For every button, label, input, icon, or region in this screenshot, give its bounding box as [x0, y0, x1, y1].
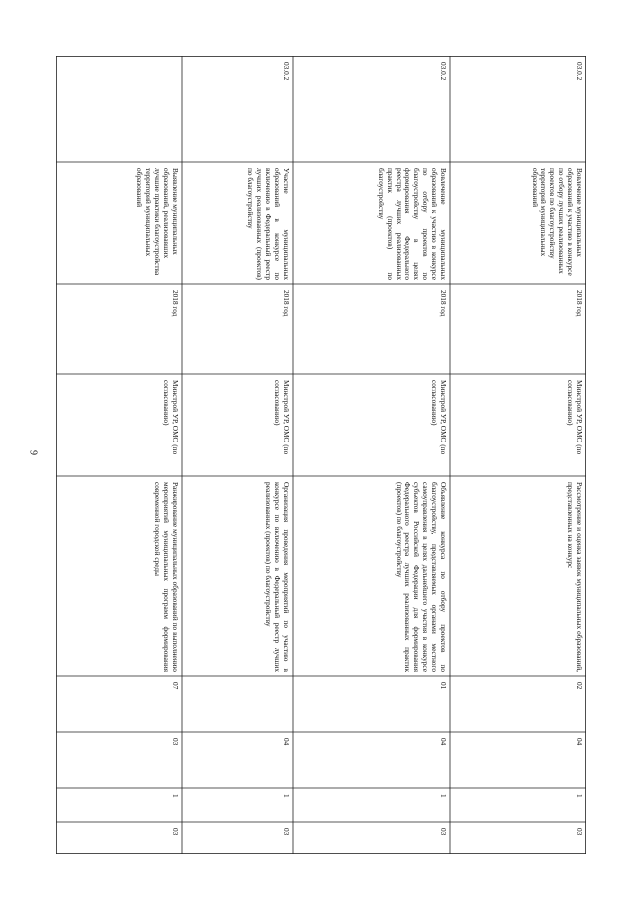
code-cell-2: 1 [171, 794, 180, 798]
executor-cell: Минстрой УР, ОМС (по согласованию) [273, 380, 291, 455]
executor-cell: Минстрой УР, ОМС (по согласованию) [162, 380, 180, 455]
code-cell-2: 1 [439, 794, 448, 798]
code-cell-3: 04 [575, 738, 584, 746]
code-cell-3: 04 [282, 738, 291, 746]
executor-cell: Минстрой УР, ОМС (по согласованию) [566, 380, 584, 455]
period-cell: 2018 год [171, 290, 180, 317]
rotated-table [56, 56, 586, 854]
code-cell-4: 02 [575, 682, 584, 690]
code-cell-2: 1 [282, 794, 291, 798]
event-cell: Организация проведения мероприятий по участию в конкурсе по включению в Федеральный реестр лучших реализованных (проектов) по благоустройству [264, 482, 291, 672]
code-cell-1: 03 [575, 828, 584, 836]
code-cell-2: 1 [575, 794, 584, 798]
code-cell-4: 07 [171, 682, 180, 690]
indicator-cell: 03.0.2 [575, 62, 584, 81]
code-cell-4: 01 [439, 682, 448, 690]
event-cell: Ранжирование муниципальных образований по выполнению мероприятий муниципальных программ формирования современной городской среды [153, 482, 180, 672]
result-cell: Вовлечение муниципальных образований к участию в конкурсе по отбору лучших реализованных проектов по благоустройству территорий муниципальных образований [530, 168, 584, 276]
period-cell: 2018 год [282, 290, 291, 317]
period-cell: 2018 год [575, 290, 584, 317]
period-cell: 2018 год [439, 290, 448, 317]
code-cell-1: 03 [282, 828, 291, 836]
indicator-cell: 03.0.2 [439, 62, 448, 81]
result-cell: Участие муниципальных образований в конкурсе по включению в Федеральный реестр лучших реализованных (проектов) по благоустройству [246, 168, 291, 280]
page-number: 9 [27, 450, 39, 455]
code-cell-1: 03 [439, 828, 448, 836]
executor-cell: Минстрой УР, ОМС (по согласованию) [430, 380, 448, 455]
code-cell-3: 04 [439, 738, 448, 746]
result-cell: Выявление муниципальных образований, реализовавших лучшие практики благоустройства территорий муниципальных образований [135, 168, 180, 276]
indicator-cell: 03.0.2 [282, 62, 291, 81]
code-cell-3: 03 [171, 738, 180, 746]
result-cell: Вовлечение муниципальных образований к участию в конкурсе по отбору проектов по благоустройству в целях формирования Федерального реестра лучших реализованных практик (проектов) по благоустройству [376, 168, 448, 280]
code-cell-1: 03 [171, 828, 180, 836]
event-cell: Объявление конкурса по отбору проектов по благоустройству, представляемых органами местного самоуправления в целях дальнейшего участия в конкурсе субъектов Российской Федерации для формирования Федерального реестра лучших реализованных практик (проектов) по благоустройству [394, 482, 448, 672]
event-cell: Рассмотрение и оценка заявок муниципальных образований, представленных на конкурс [566, 482, 584, 672]
